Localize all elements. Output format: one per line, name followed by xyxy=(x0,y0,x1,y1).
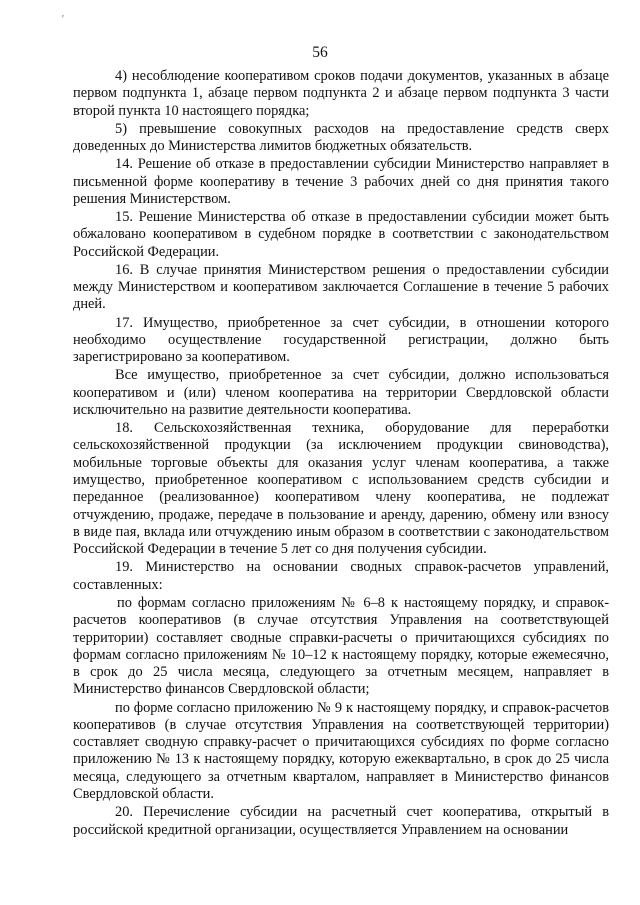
paragraph-14: 14. Решение об отказе в предоставлении субсидии Министерство направляет в письменной форме кооперативу в течение 3 рабочих дней со дня принятия такого решения Министерством. xyxy=(73,156,609,207)
paragraph-20: 20. Перечисление субсидии на расчетный счет кооператива, открытый в российской кредитной организации, осуществляется Управлением на основании xyxy=(73,804,609,838)
page-number: 56 xyxy=(312,44,328,61)
paragraph-17-continued: Все имущество, приобретенное за счет субсидии, должно использоваться кооперативом и (или) членом кооператива на территории Свердловской области исключительно на развитие деятельности кооператива. xyxy=(73,367,609,418)
paragraph-18: 18. Сельскохозяйственная техника, оборудование для переработки сельскохозяйственной продукции (за исключением продукции свиноводства), мобильные торговые объекты для оказания услуг членам кооператива, а также имущество, приобретенное кооперативом с использованием средств субсидии и переданное (реализованное) кооперативом члену кооператива, не подлежат отчуждению, продаже, передаче в пользование и аренду, дарению, обмену или взносу в виде пая, вклада или отчуждению иным образом в соответствии с законодательством Российской Федерации в течение 5 лет со дня получения субсидии. xyxy=(73,420,609,558)
document-body xyxy=(73,68,609,839)
paragraph-15: 15. Решение Министерства об отказе в предоставлении субсидии может быть обжаловано кооперативом в судебном порядке в соответствии с законодательством Российской Федерации. xyxy=(73,209,609,260)
paragraph-19-monthly: по формам согласно приложениям № 6–8 к настоящему порядку, и справок-расчетов кооперативов (в случае отсутствия Управления на соответствующей территории) составляет сводные справки-расчеты о причитающихся субсидиях по формам согласно приложениям № 10–12 к настоящему порядку, которые ежемесячно, в срок до 25 числа месяца, следующего за отчетным месяцем, направляет в Министерство финансов Свердловской области; xyxy=(73,594,609,698)
paragraph-19: 19. Министерство на основании сводных справок-расчетов управлений, составленных: xyxy=(73,559,609,593)
paragraph-16: 16. В случае принятия Министерством решения о предоставлении субсидии между Министерством и кооперативом заключается Соглашение в течение 5 рабочих дней. xyxy=(73,261,609,313)
paragraph-19-quarterly: по форме согласно приложению № 9 к настоящему порядку, и справок-расчетов кооперативов (в случае отсутствия Управления на соответствующей территории) составляет сводную справку-расчет о причитающихся субсидиях по форме согласно приложению № 13 к настоящему порядку, которую ежеквартально, в срок до 25 числа месяца, следующего за отчетным кварталом, направляет в Министерство финансов Свердловской области. xyxy=(73,699,609,803)
paragraph-4: 4) несоблюдение кооперативом сроков подачи документов, указанных в абзаце первом подпункта 1, абзаце первом подпункта 2 и абзаце первом подпункта 3 части второй пункта 10 настоящего порядка; xyxy=(73,68,609,119)
scan-mark: ' xyxy=(62,14,64,25)
paragraph-17: 17. Имущество, приобретенное за счет субсидии, в отношении которого необходимо осуществление государственной регистрации, должно быть зарегистрировано за кооперативом. xyxy=(73,314,609,366)
paragraph-5: 5) превышение совокупных расходов на предоставление средств сверх доведенных до Министерства лимитов бюджетных обязательств. xyxy=(73,120,609,155)
